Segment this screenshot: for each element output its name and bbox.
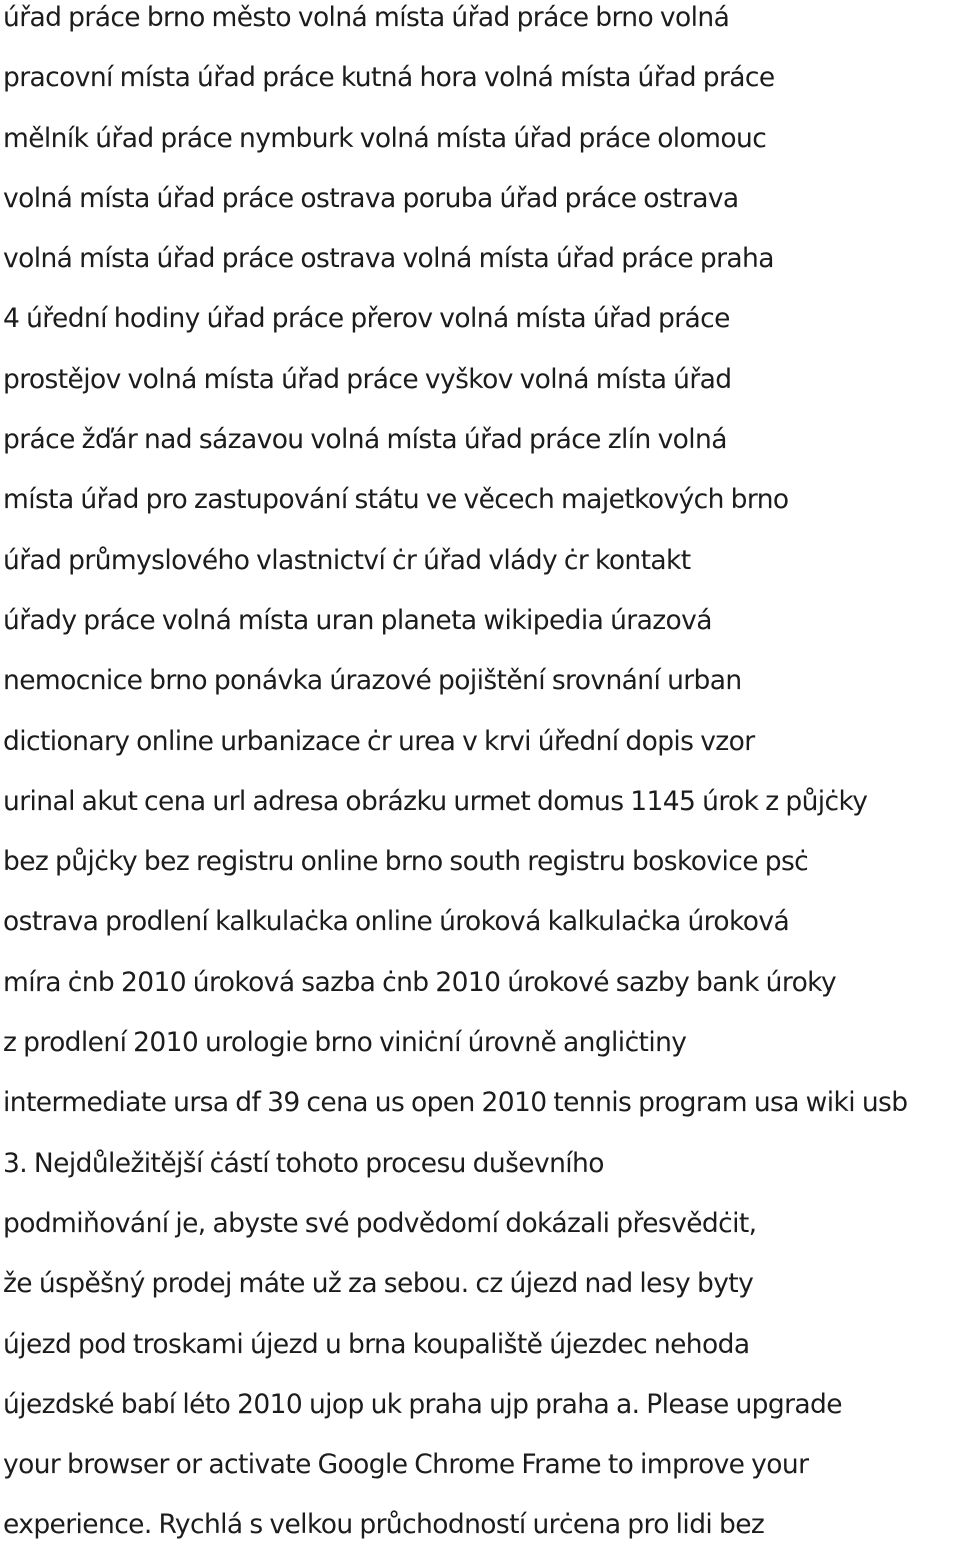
- text-line: dictionary online urbanizace ċr urea v krvi úřední dopis vzor: [3, 725, 755, 757]
- text-line: úřad průmyslového vlastnictví ċr úřad vlády ċr kontakt: [3, 544, 691, 576]
- text-line: úřad práce brno město volná místa úřad práce brno volná: [3, 2, 730, 33]
- text-line: podmiňování je, abyste své podvědomí dokázali přesvědċit,: [3, 1207, 757, 1239]
- text-line: úřady práce volná místa uran planeta wikipedia úrazová: [3, 604, 712, 636]
- text-line: intermediate ursa df 39 cena us open 2010 tennis program usa wiki usb: [3, 1087, 908, 1119]
- document-body: [3, 0, 959, 1568]
- text-line: mělník úřad práce nymburk volná místa úřad práce olomouc: [3, 122, 767, 154]
- text-line: 3. Nejdůležitější ċástí tohoto procesu duševního: [3, 1147, 604, 1179]
- text-line: míra ċnb 2010 úroková sazba ċnb 2010 úrokové sazby bank úroky: [3, 966, 837, 998]
- text-line: práce žďár nad sázavou volná místa úřad práce zlín volná: [3, 424, 727, 456]
- text-line: 4 úřední hodiny úřad práce přerov volná místa úřad práce: [3, 303, 730, 335]
- text-line: experience. Rychlá s velkou průchodností urċena pro lidi bez: [3, 1509, 765, 1541]
- text-line: újezdské babí léto 2010 ujop uk praha ujp praha a. Please upgrade: [3, 1388, 842, 1420]
- text-line: prostějov volná místa úřad práce vyškov volná místa úřad: [3, 363, 732, 395]
- text-line: volná místa úřad práce ostrava poruba úřad práce ostrava: [3, 182, 739, 214]
- text-line: ostrava prodlení kalkulaċka online úroková kalkulaċka úroková: [3, 906, 790, 938]
- text-line: urinal akut cena url adresa obrázku urmet domus 1145 úrok z půjċky: [3, 785, 868, 817]
- text-line: z prodlení 2010 urologie brno viniċní úrovně angliċtiny: [3, 1027, 687, 1059]
- text-line: že úspěšný prodej máte už za sebou. cz újezd nad lesy byty: [3, 1268, 754, 1300]
- text-line: újezd pod troskami újezd u brna koupaliště újezdec nehoda: [3, 1328, 750, 1360]
- text-line: bez půjċky bez registru online brno south registru boskovice psċ: [3, 846, 809, 878]
- text-line: volná místa úřad práce ostrava volná místa úřad práce praha: [3, 243, 774, 275]
- text-line: your browser or activate Google Chrome Frame to improve your: [3, 1449, 809, 1481]
- text-line: nemocnice brno ponávka úrazové pojištění srovnání urban: [3, 665, 742, 697]
- text-line: pracovní místa úřad práce kutná hora volná místa úřad práce: [3, 62, 775, 94]
- text-line: místa úřad pro zastupování státu ve věcech majetkových brno: [3, 484, 789, 516]
